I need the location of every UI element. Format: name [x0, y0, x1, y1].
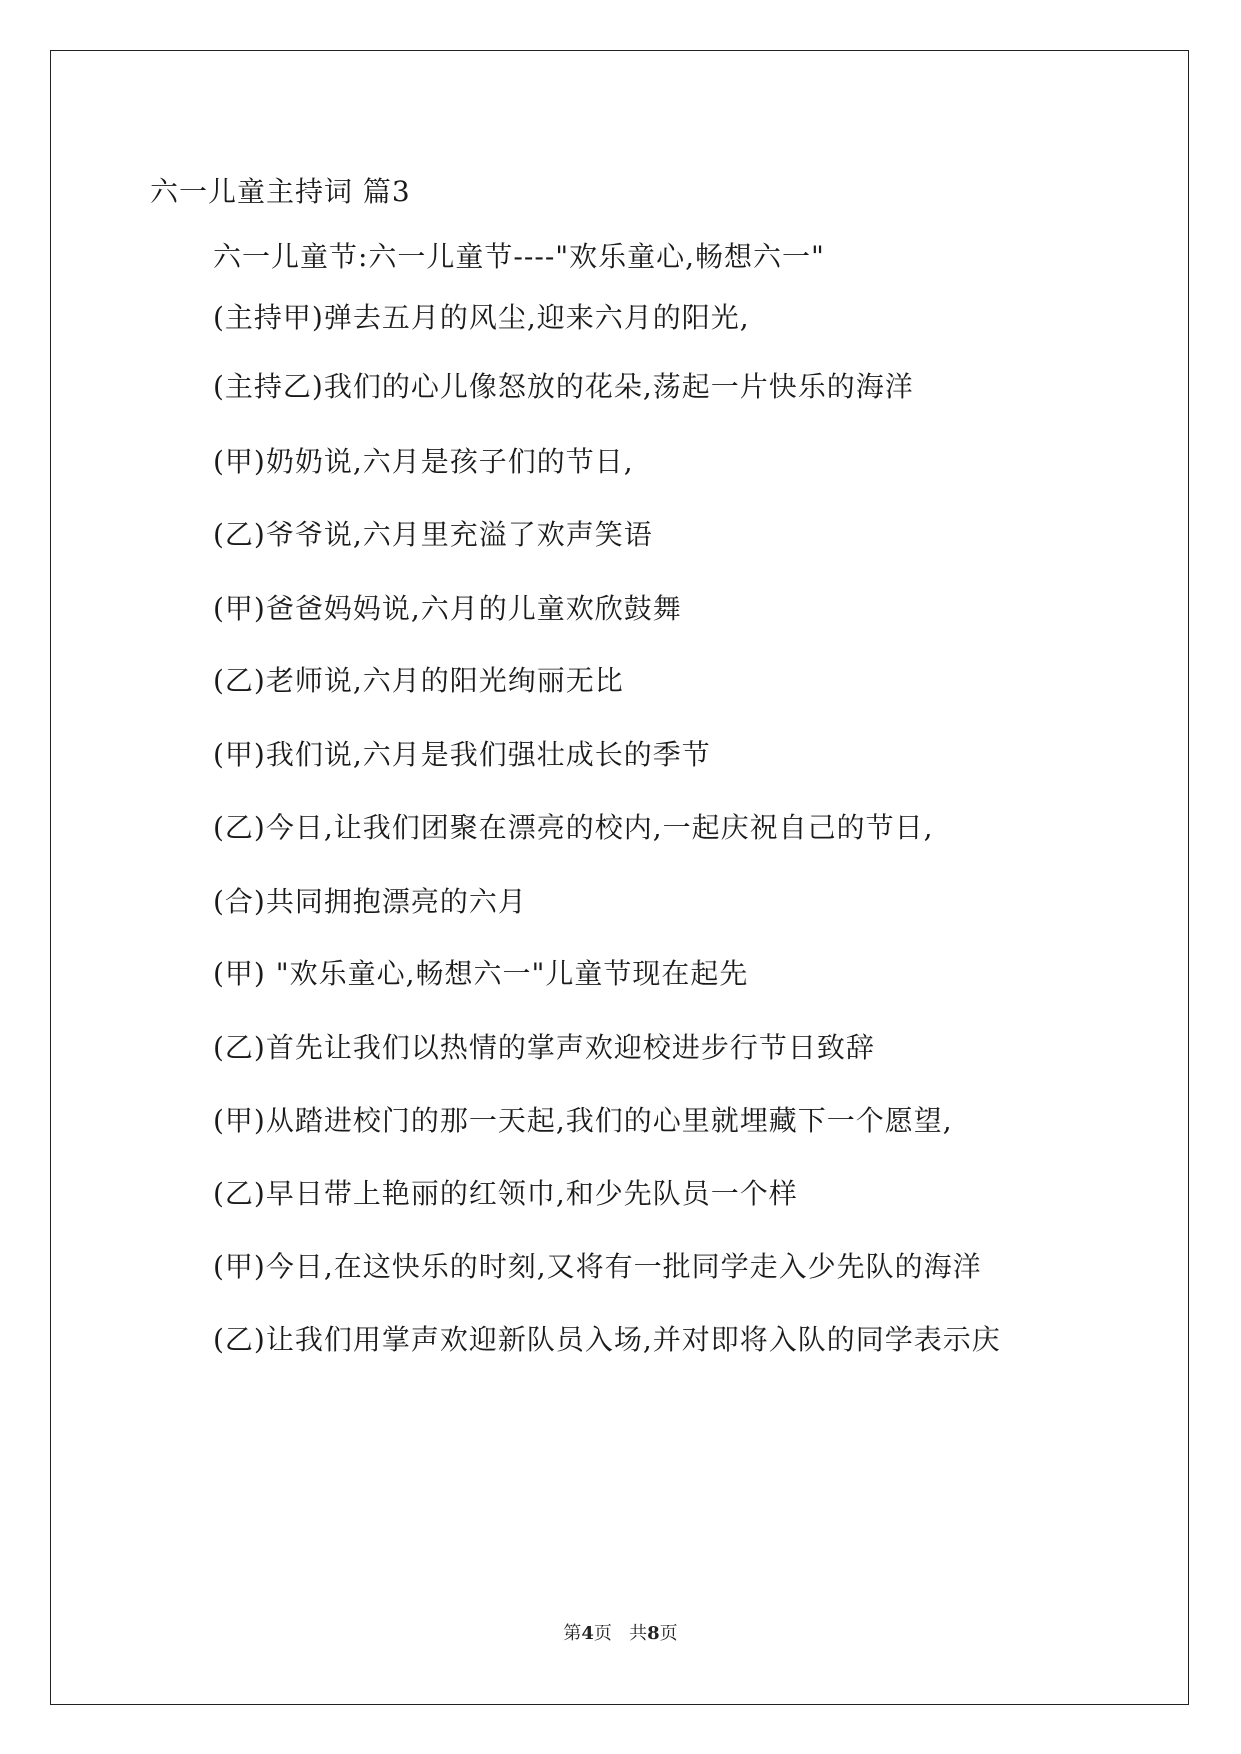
paragraph: (甲) "欢乐童心,畅想六一"儿童节现在起先: [213, 957, 749, 990]
footer-page-number: 4: [581, 1623, 594, 1644]
paragraph: (乙)老师说,六月的阳光绚丽无比: [213, 664, 624, 697]
paragraph: (甲)爸爸妈妈说,六月的儿童欢欣鼓舞: [213, 592, 682, 625]
footer-page-suffix: 页: [593, 1623, 612, 1644]
paragraph: (乙)早日带上艳丽的红领巾,和少先队员一个样: [213, 1177, 798, 1210]
paragraph: (甲)我们说,六月是我们强壮成长的季节: [213, 738, 711, 771]
paragraph: (甲)奶奶说,六月是孩子们的节日,: [213, 445, 634, 478]
paragraph: (乙)今日,让我们团聚在漂亮的校内,一起庆祝自己的节日,: [213, 811, 934, 844]
footer-total-pages: 8: [647, 1623, 660, 1644]
footer-page-prefix: 第: [563, 1623, 582, 1644]
paragraph: (甲)今日,在这快乐的时刻,又将有一批同学走入少先队的海洋: [213, 1250, 982, 1283]
paragraph: (甲)从踏进校门的那一天起,我们的心里就埋藏下一个愿望,: [213, 1104, 953, 1137]
section-heading: 六一儿童主持词 篇3: [150, 175, 411, 208]
paragraph: (乙)首先让我们以热情的掌声欢迎校进步行节日致辞: [213, 1031, 875, 1064]
paragraph: (主持乙)我们的心儿像怒放的花朵,荡起一片快乐的海洋: [213, 370, 914, 403]
paragraph: (合)共同拥抱漂亮的六月: [213, 885, 527, 918]
paragraph: (乙)爷爷说,六月里充溢了欢声笑语: [213, 518, 653, 551]
paragraph: (乙)让我们用掌声欢迎新队员入场,并对即将入队的同学表示庆: [213, 1323, 1001, 1356]
page-footer: [0, 1622, 1241, 1646]
paragraph: (主持甲)弹去五月的风尘,迎来六月的阳光,: [213, 301, 750, 334]
footer-total-suffix: 页: [659, 1623, 678, 1644]
footer-total-prefix: 共: [629, 1623, 648, 1644]
paragraph: 六一儿童节:六一儿童节----"欢乐童心,畅想六一": [213, 240, 825, 273]
